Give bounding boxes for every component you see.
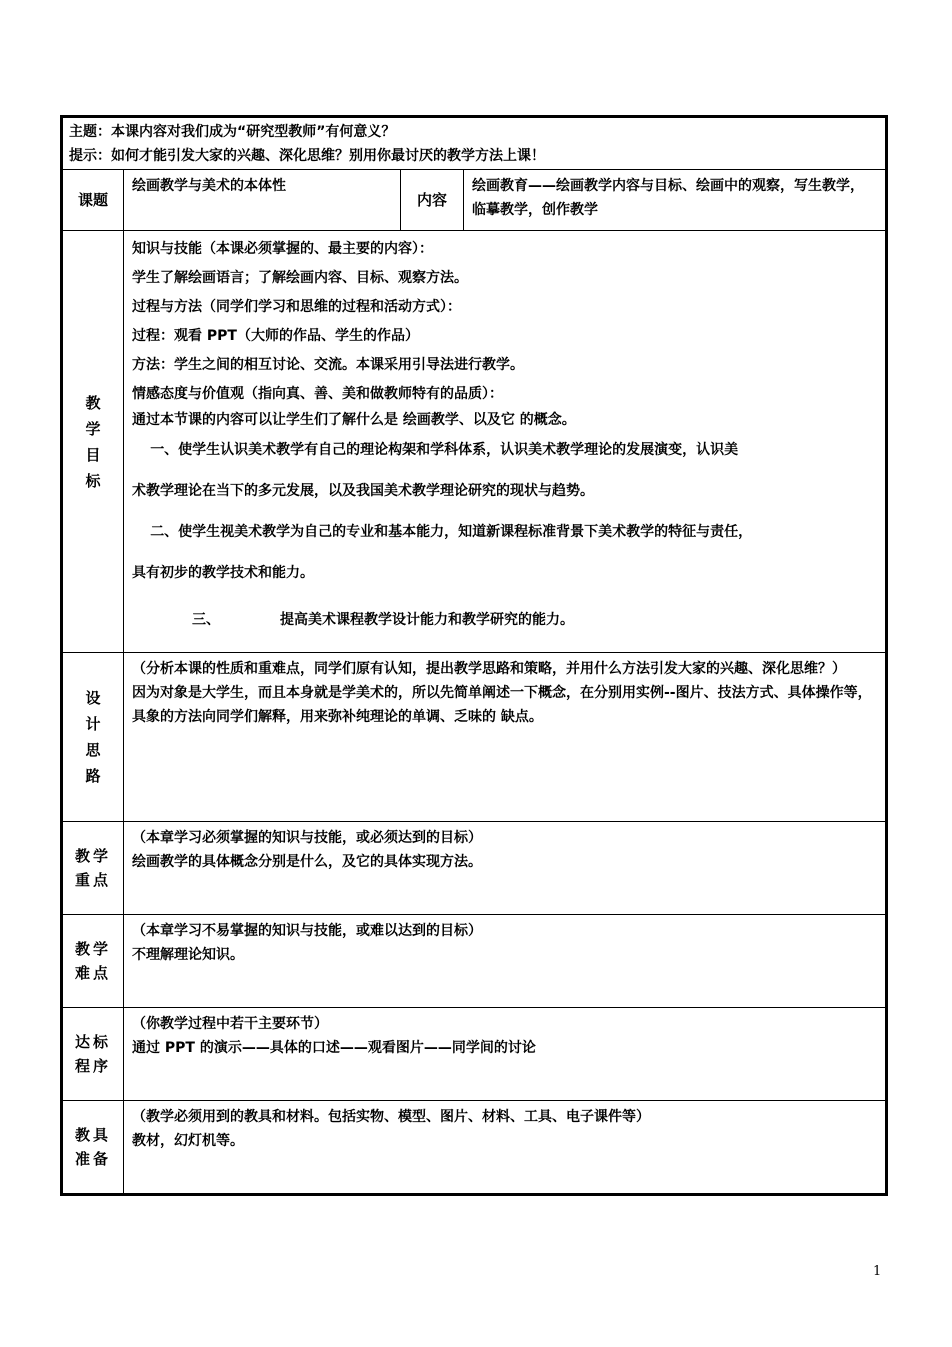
key-points-row bbox=[62, 822, 887, 915]
procedure-label-line: 达标 bbox=[74, 1033, 111, 1051]
difficulties-label bbox=[62, 915, 124, 1008]
hint-text: 如何才能引发大家的兴趣、深化思维？别用你最讨厌的教学方法上课！ bbox=[111, 148, 545, 164]
procedure-content bbox=[124, 1008, 887, 1101]
goal-item-three-text: 提高美术课程教学设计能力和教学研究的能力。 bbox=[280, 612, 574, 628]
goals-row bbox=[62, 231, 887, 653]
procedure-text: 通过 PPT 的演示——具体的口述——观看图片——同学间的讨论 bbox=[132, 1040, 536, 1056]
goal-line: 知识与技能（本课必须掌握的、最主要的内容）： bbox=[132, 241, 433, 257]
key-points-label bbox=[62, 822, 124, 915]
procedure-label bbox=[62, 1008, 124, 1101]
goal-item-three-number: 三、 bbox=[192, 612, 220, 628]
goals-label-char: 目 bbox=[85, 445, 101, 464]
theme-text: 本课内容对我们成为“研究型教师”有何意义？ bbox=[111, 124, 396, 140]
goals-content bbox=[124, 231, 887, 653]
tools-label-line: 准备 bbox=[74, 1150, 111, 1168]
design-label-char: 计 bbox=[85, 715, 101, 733]
goal-line: 一、使学生认识美术教学有自己的理论构架和学科体系，认识美术教学理论的发展演变，认识美 bbox=[150, 442, 739, 458]
key-points-content bbox=[124, 822, 887, 915]
design-label-char: 路 bbox=[85, 767, 101, 785]
difficulties-text: 不理解理论知识。 bbox=[132, 947, 244, 963]
page-number: 1 bbox=[873, 1264, 882, 1279]
goal-line: 情感态度与价值观（指向真、善、美和做教师特有的品质）： bbox=[132, 386, 503, 402]
procedure-label-line: 程序 bbox=[74, 1057, 111, 1075]
theme-label: 主题： bbox=[69, 124, 111, 140]
key-points-prompt: （本章学习必须掌握的知识与技能，或必须达到的目标） bbox=[132, 830, 482, 846]
difficulties-label-line: 难点 bbox=[74, 964, 111, 982]
content-label: 内容 bbox=[401, 170, 464, 231]
difficulties-row bbox=[62, 915, 887, 1008]
design-label bbox=[62, 653, 124, 822]
topic-label: 课题 bbox=[62, 170, 124, 231]
goals-label-char: 标 bbox=[85, 471, 101, 490]
header-cell bbox=[62, 117, 887, 170]
goal-line: 过程与方法（同学们学习和思维的过程和活动方式）： bbox=[132, 299, 461, 315]
difficulties-prompt: （本章学习不易掌握的知识与技能，或难以达到的目标） bbox=[132, 923, 482, 939]
key-points-label-line: 教学 bbox=[74, 847, 111, 865]
goals-label-char: 教 bbox=[85, 393, 101, 412]
goals-label bbox=[62, 231, 124, 653]
hint-line bbox=[69, 144, 879, 168]
tools-text: 教材，幻灯机等。 bbox=[132, 1133, 244, 1149]
goal-item-three bbox=[132, 595, 877, 645]
content-value: 绘画教育——绘画教学内容与目标、绘画中的观察，写生教学， 临摹教学，创作教学 bbox=[464, 170, 887, 231]
theme-line bbox=[69, 120, 879, 144]
difficulties-content bbox=[124, 915, 887, 1008]
key-points-label-line: 重点 bbox=[74, 871, 111, 889]
goal-line: 具有初步的教学技术和能力。 bbox=[132, 565, 314, 581]
design-content bbox=[124, 653, 887, 822]
design-row bbox=[62, 653, 887, 822]
tools-content bbox=[124, 1101, 887, 1195]
tools-prompt: （教学必须用到的教具和材料。包括实物、模型、图片、材料、工具、电子课件等） bbox=[132, 1109, 650, 1125]
procedure-row bbox=[62, 1008, 887, 1101]
tools-label-line: 教具 bbox=[74, 1126, 111, 1144]
goals-label-char: 学 bbox=[85, 419, 101, 438]
goal-line: 方法：学生之间的相互讨论、交流。本课采用引导法进行教学。 bbox=[132, 357, 524, 373]
design-prompt: （分析本课的性质和重难点，同学们原有认知，提出教学思路和策略，并用什么方法引发大家的兴趣、深化思维？） bbox=[132, 661, 846, 677]
design-text: 因为对象是大学生，而且本身就是学美术的，所以先简单阐述一下概念，在分别用实例--图片、技法方式、具体操作等，具象的方法向同学们解释，用来弥补纯理论的单调、乏味的 缺点。 bbox=[132, 685, 872, 725]
design-label-char: 设 bbox=[85, 689, 101, 707]
goal-line: 二、使学生视美术教学为自己的专业和基本能力，知道新课程标准背景下美术教学的特征与责任， bbox=[150, 524, 753, 540]
goal-line: 学生了解绘画语言；了解绘画内容、目标、观察方法。 bbox=[132, 270, 468, 286]
hint-label: 提示： bbox=[69, 148, 111, 164]
topic-row bbox=[62, 170, 887, 231]
topic-value: 绘画教学与美术的本体性 bbox=[124, 170, 401, 231]
difficulties-label-line: 教学 bbox=[74, 940, 111, 958]
goal-line: 术教学理论在当下的多元发展，以及我国美术教学理论研究的现状与趋势。 bbox=[132, 483, 594, 499]
goal-line: 通过本节课的内容可以让学生们了解什么是 绘画教学、以及它 的概念。 bbox=[132, 412, 576, 428]
tools-row bbox=[62, 1101, 887, 1195]
lesson-plan-table bbox=[60, 115, 888, 1196]
goal-line: 过程：观看 PPT（大师的作品、学生的作品） bbox=[132, 328, 419, 344]
key-points-text: 绘画教学的具体概念分别是什么，及它的具体实现方法。 bbox=[132, 854, 482, 870]
procedure-prompt: （你教学过程中若干主要环节） bbox=[132, 1016, 328, 1032]
header-row bbox=[62, 117, 887, 170]
tools-label bbox=[62, 1101, 124, 1195]
design-label-char: 思 bbox=[85, 741, 101, 759]
